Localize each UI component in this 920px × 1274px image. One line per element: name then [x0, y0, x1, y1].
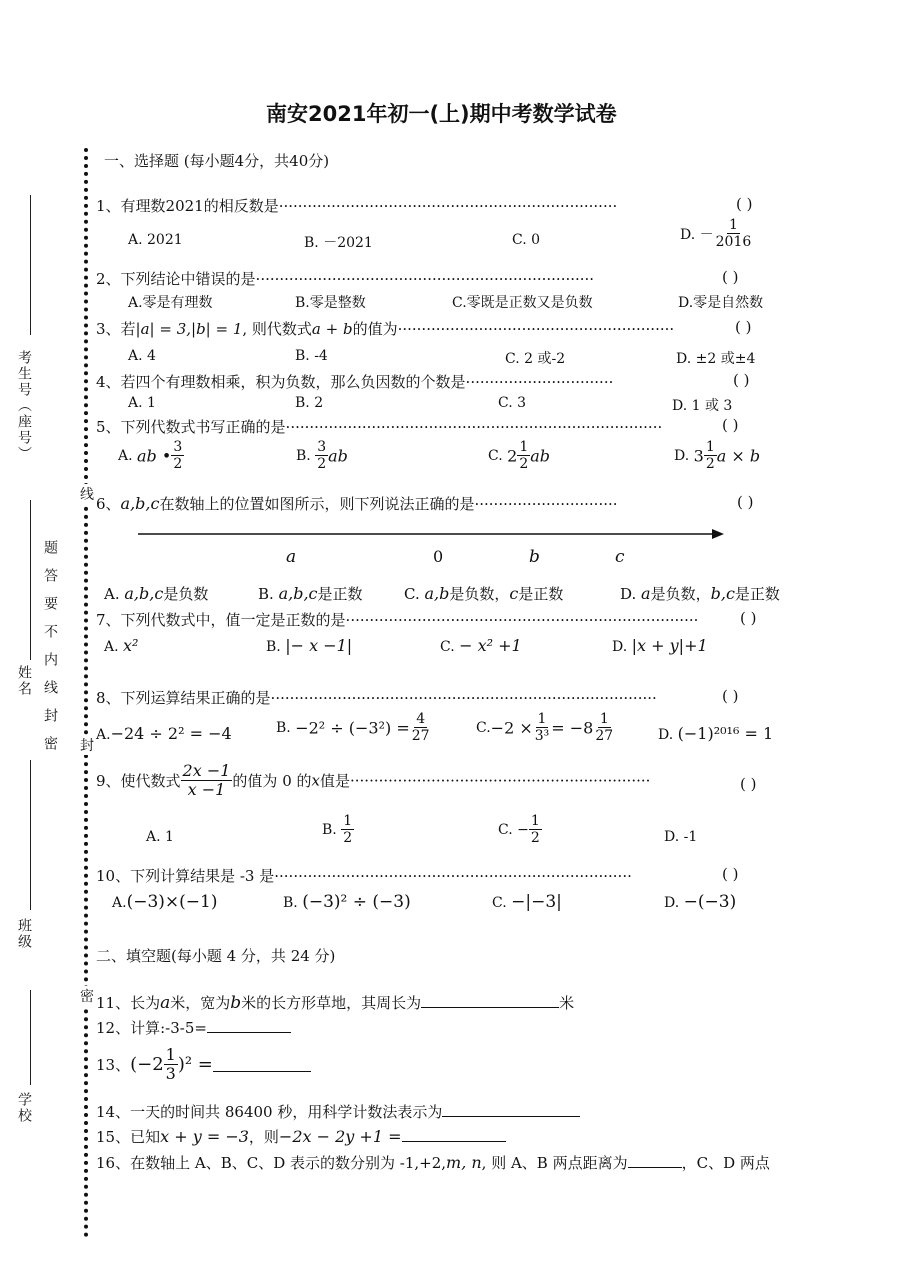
- q9-option-a: A. 1: [146, 829, 174, 845]
- q3-post: 的值为: [352, 320, 398, 338]
- q6-option-d: [620, 583, 780, 604]
- q6-c-label: C.: [404, 585, 420, 603]
- q5-c-fraction: [517, 440, 530, 472]
- q9-b-label: B.: [322, 822, 337, 839]
- q5-c-expr: ab: [530, 446, 551, 466]
- mi-label: 密: [80, 986, 94, 1006]
- q6-b-text: 是正数: [317, 585, 363, 603]
- q4-option-d: D. 1 或 3: [672, 398, 733, 414]
- q8-c-num2: 1: [599, 711, 609, 727]
- q7-b-expr: |− x −1|: [285, 636, 353, 655]
- q7-a-expr: x²: [123, 636, 139, 655]
- q8-b-den: 27: [411, 728, 430, 745]
- feng-label: 封: [80, 735, 94, 755]
- seal-notice: 题答要不内线封密: [42, 540, 58, 764]
- q15-cond: x + y = −3: [160, 1127, 249, 1146]
- q11-unit: 米: [559, 994, 575, 1012]
- q6-paren: ( ): [737, 493, 754, 511]
- q6-a-label: A.: [104, 585, 120, 603]
- q6-b-label: B.: [258, 585, 274, 603]
- leader-dots: ·················································································: [270, 689, 657, 707]
- q6-option-b: [258, 583, 363, 604]
- q9-end: 值是: [319, 771, 350, 790]
- q8-c-den: 3³: [534, 728, 550, 745]
- q1-option-c: C. 0: [512, 232, 541, 248]
- q2-option-a: A.零是有理数: [128, 295, 213, 311]
- q7-d-expr: |x + y|+1: [631, 636, 708, 655]
- q13-den: 3: [165, 1063, 176, 1083]
- leader-dots: ·······························: [465, 373, 614, 391]
- q1-d-num: 1: [729, 217, 738, 233]
- q7-b-label: B.: [266, 639, 281, 655]
- q7-c-label: C.: [440, 639, 455, 655]
- q8-option-a: [96, 724, 232, 743]
- leader-dots: ···········································································: [274, 867, 632, 885]
- q5-b-expr: ab: [328, 446, 348, 466]
- q7-d-label: D.: [612, 639, 628, 655]
- q14-answer-blank[interactable]: [442, 1102, 580, 1117]
- q9-option-b: [322, 814, 354, 846]
- q10-option-d: [664, 892, 736, 912]
- q5-d-fraction: [704, 440, 717, 472]
- leader-dots: ·······························································: [350, 771, 651, 790]
- q6-stem: [96, 493, 618, 514]
- q5-b-den: 2: [317, 456, 327, 473]
- q5-d-expr: a × b: [716, 446, 761, 466]
- leader-dots: ··········································································: [345, 611, 699, 629]
- q2-option-d: D.零是自然数: [678, 295, 764, 311]
- q5-stem: [96, 416, 662, 437]
- q8-a-label: A.: [96, 727, 111, 743]
- leader-dots: ··························································: [397, 320, 675, 338]
- q6-d-var1: a: [641, 584, 651, 603]
- school-label: 学校: [16, 1092, 32, 1124]
- q1-option-d: [680, 218, 753, 250]
- q5-d-label: D.: [674, 448, 690, 465]
- q5-b-label: B.: [296, 448, 311, 465]
- q10-option-b: [283, 892, 411, 912]
- axis-label-b: b: [529, 547, 540, 567]
- q10-c-label: C.: [492, 895, 507, 911]
- q12-text: 12、计算:-3-5=: [96, 1019, 207, 1037]
- q11-var2: b: [230, 993, 242, 1013]
- q11-var1: a: [160, 993, 171, 1013]
- q8-c-mid: = −8: [551, 718, 594, 738]
- q3-option-c: C. 2 或-2: [505, 351, 566, 367]
- q10-d-expr: −(−3): [683, 892, 737, 912]
- q16-pre: 16、在数轴上 A、B、C、D 表示的数分别为 -1,+2,: [96, 1154, 447, 1172]
- q7-option-d: [612, 636, 708, 655]
- exam-no-label: 考生号（座号）: [16, 350, 32, 462]
- q5-a-den: 2: [173, 456, 183, 473]
- q11-answer-blank[interactable]: [421, 993, 559, 1008]
- q10-paren: ( ): [722, 865, 739, 883]
- q1-paren: ( ): [736, 195, 753, 213]
- q9-c-fraction: [529, 814, 542, 846]
- q5-b-fraction: [315, 440, 328, 472]
- q13-label: 13、: [96, 1055, 131, 1074]
- q5-option-d: [674, 440, 760, 472]
- axis-label-c: c: [615, 547, 625, 567]
- q7-option-c: [440, 636, 522, 655]
- q6-a-text: 是负数: [163, 585, 209, 603]
- q6-d-text2: 是正数: [734, 585, 780, 603]
- q8-option-d: [658, 724, 773, 743]
- q5-d-whole: 3: [693, 446, 704, 466]
- q8-paren: ( ): [722, 687, 739, 705]
- q6-pre: 6、: [96, 495, 121, 513]
- q9-fraction: [181, 762, 233, 799]
- q5-c-den: 2: [519, 456, 529, 473]
- q4-option-c: C. 3: [498, 395, 527, 411]
- q3-cond1: |a| = 3,: [135, 320, 192, 338]
- q8-c-num: 1: [537, 711, 547, 727]
- q5-option-a: [118, 440, 184, 472]
- q6-d-vars2: b,c: [710, 584, 735, 603]
- q5-c-label: C.: [488, 448, 503, 465]
- q11-mid: 米，宽为: [170, 994, 231, 1012]
- q8-stem-text: 8、下列运算结果正确的是: [96, 689, 271, 707]
- q9-b-num: 1: [343, 813, 353, 829]
- q8-c-expr: −2 ×: [490, 718, 533, 738]
- q16-post: ，C、D 两点: [681, 1154, 770, 1172]
- q8-c-fraction2: [593, 712, 615, 744]
- q10-b-label: B.: [283, 895, 298, 911]
- q8-stem: [96, 687, 657, 708]
- q5-d-num: 1: [705, 439, 715, 455]
- q15-expr: −2x − 2y +1 =: [278, 1127, 402, 1146]
- q1-d-den: 2016: [715, 234, 752, 251]
- q9-var: x: [311, 771, 320, 790]
- q3-cond2: |b| = 1: [191, 320, 243, 338]
- q7-option-b: [266, 636, 352, 655]
- q14-text: 14、一天的时间共 86400 秒，用科学计数法表示为: [96, 1103, 443, 1121]
- q7-stem: [96, 609, 698, 630]
- q1-stem-text: 1、有理数2021的相反数是: [96, 197, 279, 215]
- q6-option-c: [404, 583, 563, 604]
- number-line-arrow: [712, 529, 724, 539]
- q3-option-b: B. -4: [295, 348, 328, 364]
- q5-a-fraction: [171, 440, 184, 472]
- q8-c-label: C.: [476, 720, 491, 737]
- q4-stem: [96, 371, 613, 392]
- q5-c-whole: 2: [507, 446, 518, 466]
- q16-vars: m, n: [446, 1153, 482, 1172]
- q1-d-prefix: D. －: [680, 227, 714, 244]
- q9-stem: [96, 762, 650, 799]
- q9-den: x −1: [187, 779, 226, 799]
- q7-stem-text: 7、下列代数式中，值一定是正数的是: [96, 611, 346, 629]
- q6-d-text1: 是负数，: [650, 585, 711, 603]
- q6-c-var2: c: [509, 584, 519, 603]
- q8-b-label: B.: [276, 720, 291, 737]
- q13-answer-blank[interactable]: [213, 1057, 311, 1072]
- q9-b-den: 2: [343, 830, 353, 847]
- q16: [96, 1152, 770, 1173]
- q13-expr-post: )² =: [177, 1053, 213, 1075]
- q9-paren: ( ): [740, 775, 757, 793]
- q10-a-expr: (−3)×(−1): [126, 892, 218, 912]
- section1-heading: 一、选择题 (每小题4分，共40分): [104, 152, 330, 170]
- q11: [96, 992, 574, 1013]
- q2-option-c: C.零既是正数又是负数: [452, 295, 593, 311]
- q9-option-d: D. -1: [664, 829, 698, 845]
- school-line: [30, 990, 31, 1085]
- q5-a-expr: ab •: [137, 446, 172, 466]
- q7-c-expr: − x² +1: [459, 636, 522, 655]
- q13-num: 1: [165, 1045, 176, 1064]
- q6-c-text2: 是正数: [518, 585, 564, 603]
- q7-paren: ( ): [740, 609, 757, 627]
- q8-option-c: [476, 712, 615, 744]
- q9-pre: 9、使代数式: [96, 771, 181, 790]
- q4-option-b: B. 2: [295, 395, 324, 411]
- class-line: [30, 760, 31, 910]
- q9-option-c: [498, 814, 542, 846]
- q5-stem-text: 5、下列代数式书写正确的是: [96, 418, 286, 436]
- q10-a-label: A.: [112, 895, 127, 911]
- q8-d-label: D.: [658, 727, 674, 743]
- leader-dots: ·······································································: [278, 197, 618, 215]
- q8-option-b: [276, 712, 432, 744]
- q16-mid: , 则 A、B 两点距离为: [481, 1154, 628, 1172]
- q1-option-b: B. －2021: [304, 235, 373, 251]
- q14: [96, 1101, 580, 1122]
- q16-answer-blank[interactable]: [628, 1153, 682, 1168]
- q13-fraction: [164, 1046, 178, 1083]
- q6-post: 在数轴上的位置如图所示，则下列说法正确的是: [159, 495, 475, 513]
- axis-label-zero: 0: [433, 547, 444, 566]
- axis-label-a: a: [286, 547, 297, 567]
- q10-b-expr: (−3)² ÷ (−3): [302, 892, 411, 912]
- q4-paren: ( ): [733, 371, 750, 389]
- q10-option-c: [492, 892, 562, 912]
- q5-b-num: 3: [317, 439, 327, 455]
- section2-heading: 二、填空题(每小题 4 分，共 24 分): [96, 947, 336, 965]
- q8-c-fraction: [533, 712, 552, 744]
- q6-option-a: [104, 583, 208, 604]
- xian-label: 线: [80, 484, 94, 504]
- q11-pre: 11、长为: [96, 994, 161, 1012]
- q10-stem: [96, 865, 632, 886]
- q5-c-num: 1: [519, 439, 529, 455]
- q5-option-b: [296, 440, 348, 472]
- number-line: [130, 522, 730, 546]
- q8-b-num: 4: [416, 711, 426, 727]
- q3-expr: a + b: [311, 320, 353, 338]
- q5-paren: ( ): [722, 416, 739, 434]
- name-line: [30, 500, 31, 660]
- q3-paren: ( ): [735, 318, 752, 336]
- q11-post: 米的长方形草地，其周长为: [241, 994, 422, 1012]
- q6-d-label: D.: [620, 585, 637, 603]
- q3-pre: 3、若: [96, 320, 136, 338]
- q1-option-a: A. 2021: [128, 232, 183, 248]
- q3-option-d: D. ±2 或±4: [676, 351, 756, 367]
- q6-vars: a,b,c: [120, 494, 160, 513]
- q9-c-den: 2: [530, 830, 540, 847]
- q2-stem: [96, 268, 594, 289]
- q6-a-vars: a,b,c: [124, 584, 164, 603]
- q15-answer-blank[interactable]: [402, 1127, 506, 1142]
- q5-option-c: [488, 440, 550, 472]
- q3-stem: [96, 318, 674, 339]
- q12-answer-blank[interactable]: [207, 1018, 291, 1033]
- exam-no-line: [30, 195, 31, 335]
- q5-a-label: A.: [118, 448, 133, 465]
- q10-stem-text: 10、下列计算结果是 -3 是: [96, 867, 275, 885]
- q1-d-fraction: [714, 218, 754, 250]
- q13: [96, 1046, 311, 1083]
- class-label: 班级: [16, 918, 32, 950]
- q8-b-expr: −2² ÷ (−3²) =: [295, 718, 410, 738]
- q15: [96, 1126, 506, 1147]
- q13-expr-pre: (−2: [130, 1053, 164, 1075]
- q7-a-label: A.: [104, 639, 119, 655]
- q9-c-num: 1: [530, 813, 540, 829]
- q6-c-text1: 是负数，: [449, 585, 510, 603]
- q9-num: 2x −1: [182, 761, 231, 780]
- q4-option-a: A. 1: [128, 395, 156, 411]
- q10-c-expr: −|−3|: [511, 892, 562, 912]
- leader-dots: ······························: [474, 495, 618, 513]
- q3-mid: , 则代数式: [242, 320, 312, 338]
- q6-b-vars: a,b,c: [278, 584, 318, 603]
- q8-a-expr: −24 ÷ 2² = −4: [110, 724, 232, 743]
- q15-mid: ，则: [248, 1128, 279, 1146]
- q1-stem: [96, 195, 617, 216]
- q4-stem-text: 4、若四个有理数相乘，积为负数，那么负因数的个数是: [96, 373, 466, 391]
- q8-c-den2: 27: [595, 728, 614, 745]
- q8-d-expr: (−1)²⁰¹⁶ = 1: [677, 724, 774, 743]
- q7-option-a: [104, 636, 138, 655]
- q2-stem-text: 2、下列结论中错误的是: [96, 270, 256, 288]
- name-label: 姓名: [16, 665, 32, 697]
- q6-c-vars: a,b: [424, 584, 450, 603]
- q5-d-den: 2: [705, 456, 715, 473]
- q15-pre: 15、已知: [96, 1128, 161, 1146]
- q5-a-num: 3: [173, 439, 183, 455]
- binding-dotted-line: [84, 148, 88, 1238]
- page-title: 南安2021年初一(上)期中考数学试卷: [266, 102, 617, 126]
- leader-dots: ·······································································: [255, 270, 595, 288]
- q10-option-a: [112, 892, 217, 912]
- q12: [96, 1017, 291, 1038]
- q9-b-fraction: [341, 814, 354, 846]
- q2-option-b: B.零是整数: [295, 295, 366, 311]
- q9-post: 的值为 0 的: [232, 771, 312, 790]
- q10-d-label: D.: [664, 895, 680, 911]
- q9-c-label: C. −: [498, 822, 529, 839]
- q8-b-fraction: [410, 712, 432, 744]
- q2-paren: ( ): [722, 268, 739, 286]
- leader-dots: ···············································································: [285, 418, 663, 436]
- q3-option-a: A. 4: [128, 348, 156, 364]
